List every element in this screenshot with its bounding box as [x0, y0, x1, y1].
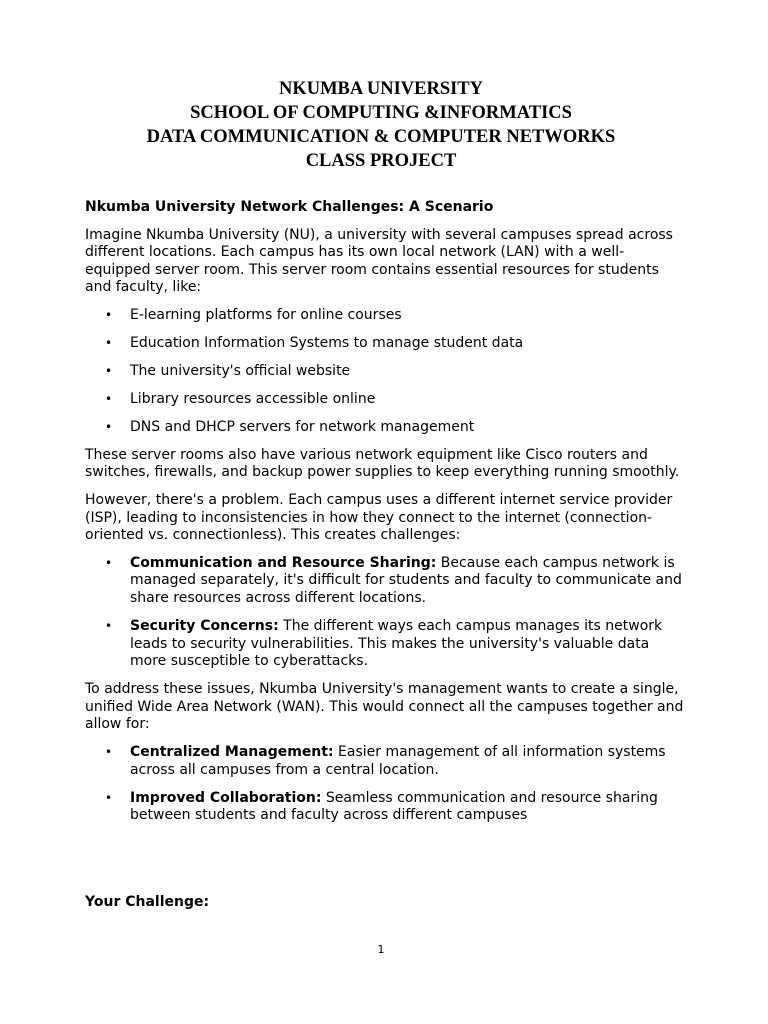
resource-text: E-learning platforms for online courses [130, 306, 402, 323]
resource-text: The university's official website [130, 362, 351, 379]
challenges-list [85, 555, 685, 671]
solution-paragraph: To address these issues, Nkumba University's management wants to create a single, unified Wide Area Network (WAN). This would connect all the campuses together and allow for: [85, 681, 684, 733]
benefit-text: Easier management of all information systems across all campuses from a central location. [130, 743, 666, 778]
document-title-block [0, 77, 762, 173]
resource-text: Library resources accessible online [130, 390, 376, 407]
list-item [85, 555, 685, 608]
list-item [85, 391, 685, 409]
bullet-icon: • [105, 419, 113, 434]
list-item [85, 363, 685, 381]
resources-list [85, 307, 685, 437]
resource-text: DNS and DHCP servers for network management [130, 418, 475, 435]
bullet-icon: • [105, 363, 113, 378]
your-challenge-heading: Your Challenge: [85, 894, 210, 910]
list-item [85, 307, 685, 325]
page-number: 1 [377, 943, 385, 956]
title-course: DATA COMMUNICATION & COMPUTER NETWORKS [146, 127, 616, 147]
title-school: SCHOOL OF COMPUTING &INFORMATICS [190, 103, 572, 123]
bullet-icon: • [105, 790, 113, 805]
challenge-label: Communication and Resource Sharing: [130, 554, 437, 571]
list-item [85, 744, 685, 779]
problem-paragraph: However, there's a problem. Each campus uses a different internet service provider (ISP), leading to inconsistencies in how they connect to the internet (connection-oriented vs. connectionless). This creates challenges: [85, 492, 673, 544]
bullet-icon: • [105, 619, 113, 634]
section-heading: Nkumba University Network Challenges: A Scenario [85, 199, 494, 215]
bullet-icon: • [105, 744, 113, 759]
list-item [85, 618, 685, 671]
equipment-paragraph: These server rooms also have various network equipment like Cisco routers and switches, firewalls, and backup power supplies to keep everything running smoothly. [85, 446, 680, 481]
list-item [85, 419, 685, 437]
list-item [85, 335, 685, 353]
bullet-icon: • [105, 335, 113, 350]
bullet-icon: • [105, 307, 113, 322]
document-body [85, 199, 685, 835]
intro-paragraph: Imagine Nkumba University (NU), a university with several campuses spread across different locations. Each campus has its own local network (LAN) with a well-equipped server room. This server room contains essential resources for students and faculty, like: [85, 226, 673, 296]
title-university: NKUMBA UNIVERSITY [278, 79, 484, 99]
list-item [85, 790, 685, 825]
benefits-list [85, 744, 685, 825]
challenge-text: The different ways each campus manages its network leads to security vulnerabilities. This makes the university's valuable data more susceptible to cyberattacks. [130, 618, 663, 670]
bullet-icon: • [105, 555, 113, 570]
challenge-text: Because each campus network is managed separately, it's difficult for students and faculty to communicate and share resources across different locations. [130, 554, 682, 607]
benefit-label: Centralized Management: [130, 743, 334, 760]
title-project: CLASS PROJECT [305, 151, 457, 171]
benefit-label: Improved Collaboration: [130, 789, 322, 806]
bullet-icon: • [105, 391, 113, 406]
resource-text: Education Information Systems to manage student data [130, 334, 524, 351]
benefit-text: Seamless communication and resource sharing between students and faculty across different campuses [130, 789, 658, 824]
challenge-label: Security Concerns: [130, 618, 279, 635]
